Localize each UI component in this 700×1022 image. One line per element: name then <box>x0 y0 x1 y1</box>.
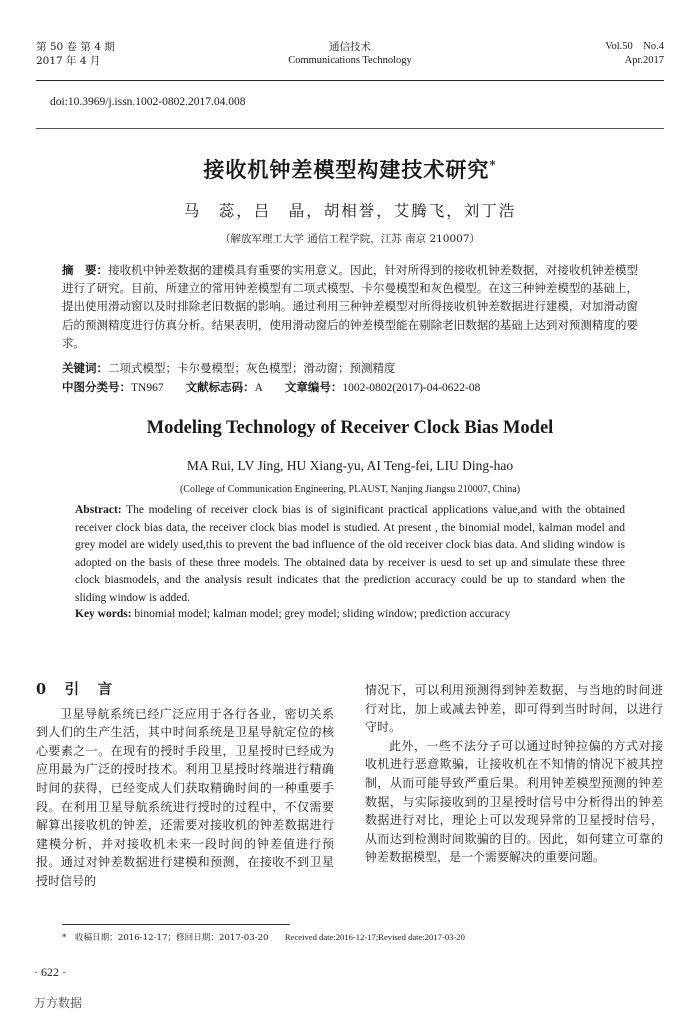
affiliation-en: (College of Communication Engineering, PLAUST, Nanjing Jiangsu 210007, China) <box>179 484 521 495</box>
article-id-label: 文章编号： <box>284 380 343 394</box>
article-id-value: 1002-0802(2017)-04-0622-08 <box>342 382 481 394</box>
header-journal-cn: 通信技术 <box>329 41 371 53</box>
page-number: · 622 · <box>34 965 66 979</box>
paragraph-intro-2: 情况下，可以利用预测得到钟差数据，与当地的时间进行对比，加上或减去钟差，即可得到当时时间，以进行守时。 <box>365 683 663 735</box>
clc-label: 中图分类号： <box>62 380 131 394</box>
paragraph-intro-3: 此外，一些不法分子可以通过时钟拉偏的方式对接收机进行恶意欺骗，让接收机在不知情的情况下被其控制，从而可能导致严重后果。利用钟差模型预测的钟差数据，与实际接收到的卫星授时信号中分析得出的钟差数据进行对比，理论上可以发现异常的卫星授时信号，从而达到检测时间欺骗的目的。因此，如何建立可靠的钟差数据模型，是一个需要解决的重要问题。 <box>365 738 663 865</box>
authors-cn: 马 蕊，吕 晶，胡相誉，艾腾飞，刘丁浩 <box>183 202 517 220</box>
footnote-divider <box>62 924 290 925</box>
header-date-en: Apr.2017 <box>624 55 664 66</box>
section-heading-introduction: 0 引 言 <box>36 681 115 698</box>
doc-code-label: 文献标志码： <box>185 380 255 394</box>
header-volume-en <box>605 40 664 68</box>
authors-en: MA Rui, LV Jing, HU Xiang-yu, AI Teng-fei, LIU Ding-hao <box>186 458 514 473</box>
doi: doi:10.3969/j.issn.1002-0802.2017.04.008 <box>50 96 246 108</box>
abstract-en <box>75 502 625 608</box>
abstract-cn-label: 摘 要： <box>62 263 109 277</box>
doi-divider <box>36 128 664 129</box>
keywords-en-label: Key words: <box>75 608 132 620</box>
keywords-cn-label: 关键词： <box>62 361 108 375</box>
title-footnote-mark: * <box>489 158 497 172</box>
header-journal <box>0 40 700 68</box>
classification-line <box>62 379 480 395</box>
affiliation-cn: （解放军理工大学 通信工程学院，江苏 南京 210007） <box>219 233 481 245</box>
header-date-cn: 2017 年 4 月 <box>36 55 101 67</box>
footnote-dates-en: Received date:2016-12-17;Revised date:2017-03-20 <box>284 932 465 942</box>
keywords-en-text: binomial model; kalman model; grey model; sliding window; prediction accuracy <box>134 608 511 620</box>
abstract-cn <box>62 261 638 352</box>
body-column-left <box>36 681 334 891</box>
header-volume-en-line: Vol.50 No.4 <box>605 41 664 52</box>
footnote-dates-cn: * 收稿日期：2016-12-17；修回日期：2017-03-20 <box>62 933 269 943</box>
header-divider <box>36 80 664 81</box>
paragraph-intro-1: 卫星导航系统已经广泛应用于各行各业，密切关系到人们的生产生活，其中时间系统是卫星导航定位的核心要素之一。在现有的授时手段里，卫星授时已经成为应用最为广泛的授时技术。利用卫星授时终端进行精确时间的获得，已经变成人们获取精确时间的一种重要手段。在利用卫星导航系统进行授时的过程中，不仅需要解算出接收机的钟差，还需要对接收机的钟差数据进行建模分析，并对接收机未来一段时间的钟差值进行预报。通过对钟差数据进行建模和预测，在接收不到卫星授时信号的 <box>36 706 334 888</box>
keywords-cn-text: 二项式模型；卡尔曼模型；灰色模型；滑动窗；预测精度 <box>108 361 396 375</box>
header-journal-en: Communications Technology <box>288 55 412 66</box>
abstract-en-label: Abstract: <box>75 504 122 516</box>
abstract-en-text: The modeling of receiver clock bias is of siginificant practical applications value,and with the obtained receiver clock bias data, the receiver clock bias model is studied. At present , the binomial model, kalman model and grey model are widely used,this to prevent the bad influence of the old receiver clock bias data. And sliding window is adopted on the basis of these three models. The obtained data by receiver is uesd to set up and simulate these three clock biasmodels, and the analysis result indicates that the prediction accuracy could be up to standard when the sliding window is added. <box>75 504 625 604</box>
watermark: 万方数据 <box>34 996 83 1010</box>
clc-value: TN967 <box>131 382 164 394</box>
header-volume-cn-line: 第 50 卷 第 4 期 <box>36 41 115 53</box>
keywords-en <box>75 608 635 620</box>
footnote <box>62 931 465 943</box>
paper-title-en: Modeling Technology of Receiver Clock Bias Model <box>146 418 554 438</box>
body-column-right <box>365 681 663 867</box>
keywords-cn <box>62 360 396 376</box>
abstract-cn-text: 接收机中钟差数据的建模具有重要的实用意义。因此，针对所得到的接收机钟差数据，对接收机钟差模型进行了研究。目前，所建立的常用钟差模型有二项式模型、卡尔曼模型和灰色模型。在这三种钟差模型的基础上，提出使用滑动窗以及时排除老旧数据的影响。通过利用三种钟差模型对所得接收机钟差数据进行建模，对加滑动窗后的预测精度进行仿真分析。结果表明，使用滑动窗后的钟差模型能在剔除老旧数据的基础上达到对预测精度的要求。 <box>62 263 639 350</box>
paper-title-cn-text: 接收机钟差模型构建技术研究 <box>203 157 490 182</box>
doc-code-value: A <box>254 382 263 394</box>
page-header <box>0 0 700 82</box>
paper-title-cn <box>0 154 700 184</box>
